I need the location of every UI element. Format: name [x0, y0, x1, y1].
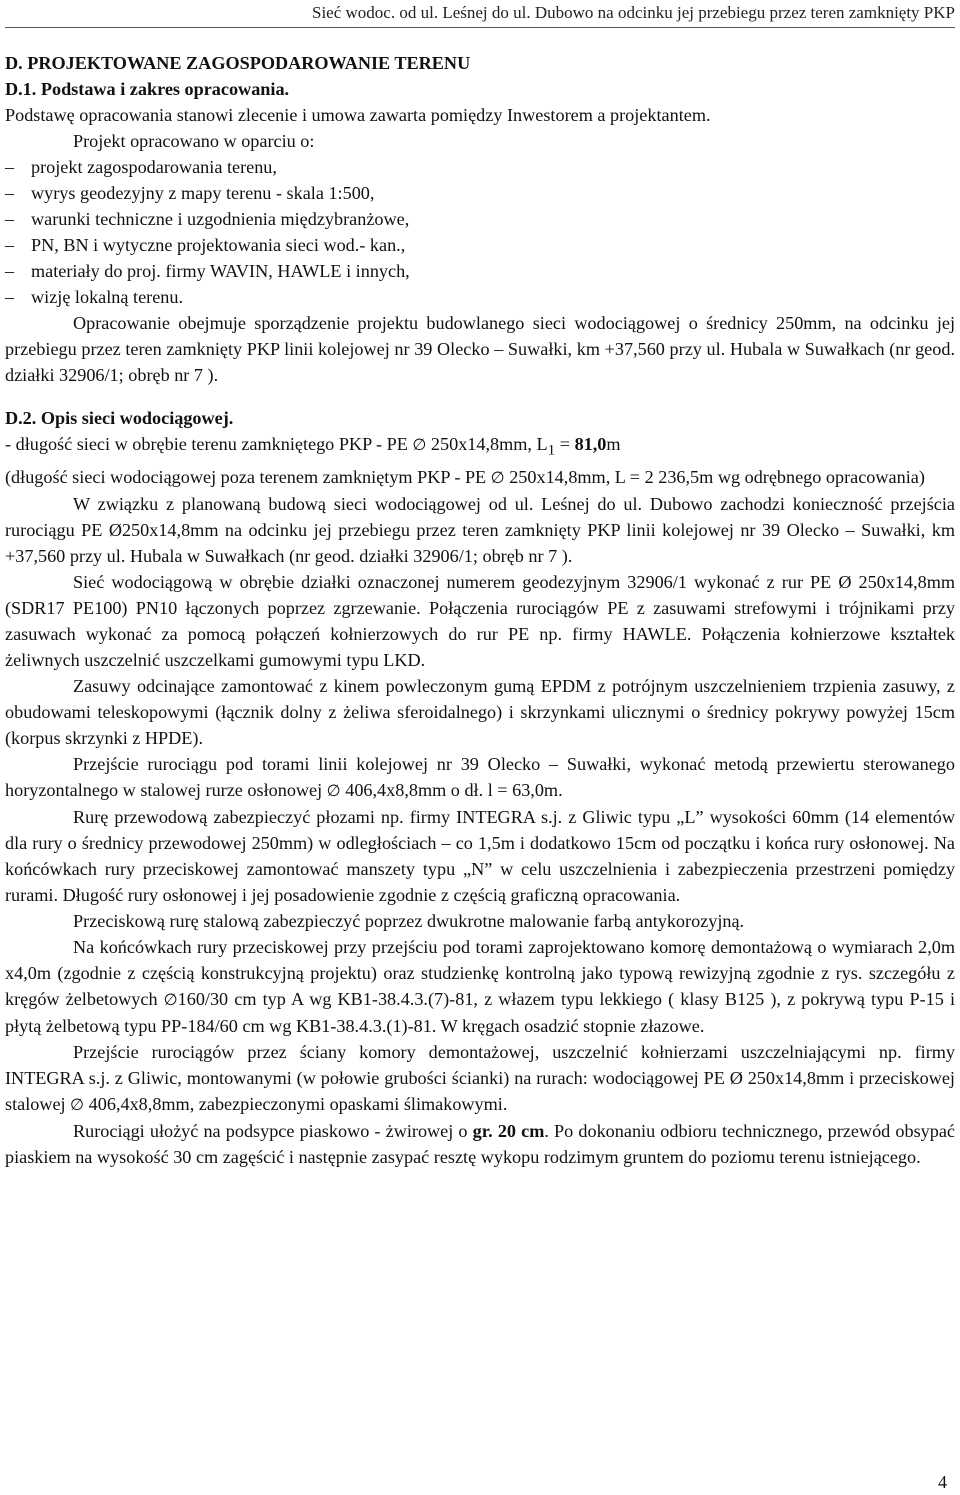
list-item: – PN, BN i wytyczne projektowania sieci wod.- kan.,	[5, 232, 955, 258]
document-page	[5, 0, 955, 1495]
outside-length-paragraph: (długość sieci wodociągowej poza terenem zamkniętym PKP - PE ∅ 250x14,8mm, L = 2 236,5m wg odrębnego opracowania)	[5, 466, 925, 487]
subsection-heading-d2: D.2. Opis sieci wodociągowej.	[5, 408, 234, 428]
paragraph: Przejście rurociągu pod torami linii kolejowej nr 39 Olecko – Suwałki, wykonać metodą przewiertu sterowanego horyzontalnego w stalowej rurze osłonowej ∅ 406,4x8,8mm o dł. l = 63,0m.	[5, 753, 955, 800]
paragraph: Rurociągi ułożyć na podsypce piaskowo - żwirowej o gr. 20 cm. Po dokonaniu odbioru technicznego, przewód obsypać piaskiem na wysokość 30 cm zagęścić i następnie zasypać resztę wykopu rodzimym gruntem do poziomu terenu istniejącego.	[5, 1120, 955, 1167]
document-body	[5, 50, 955, 1170]
paragraph: Na końcówkach rury przeciskowej przy przejściu pod torami zaprojektowano komorę demontażową o wymiarach 2,0m x4,0m (zgodnie z częścią konstrukcyjną projektu) oraz studzienkę kontrolną jako typową rewizyjną zgodnie z rys. szczegółu z kręgów żelbetowych ∅160/30 cm typ A wg KB1-38.4.3.(7)-81, z włazem typu lekkiego ( klasy B125 ), z pokrywą typu P-15 i płytą żelbetową typu PP-184/60 cm wg KB1-38.4.3.(1)-81. W kręgach osadzić stopnie złazowe.	[5, 936, 955, 1036]
based-on-paragraph: Projekt opracowano w oparciu o:	[73, 131, 315, 151]
intro-paragraph: Podstawę opracowania stanowi zlecenie i umowa zawarta pomiędzy Inwestorem a projektantem.	[5, 105, 711, 125]
paragraph: W związku z planowaną budową sieci wodociągowej od ul. Leśnej do ul. Dubowo zachodzi konieczność przejścia rurociągu PE Ø250x14,8mm na odcinku jej przebiegu przez teren zamknięty PKP linii kolejowej nr 39 Olecko – Suwałki, km +37,560 przy ul. Hubala w Suwałkach (nr geod. działki 32906/1; obręb nr 7 ).	[5, 493, 955, 566]
diameter-symbol: ∅	[163, 989, 178, 1009]
basis-list	[5, 154, 955, 310]
list-item: – warunki techniczne i uzgodnienia międzybranżowe,	[5, 206, 955, 232]
list-item: – wizję lokalną terenu.	[5, 284, 955, 310]
paragraph: Przejście rurociągów przez ściany komory demontażowej, uszczelnić kołnierzami uszczelniającymi np. firmy INTEGRA s.j. z Gliwic, montowanymi (w połowie grubości ścianki) na rurach: wodociągowej PE Ø 250x14,8mm i przeciskowej stalowej ∅ 406,4x8,8mm, zabezpieczonymi opaskami ślimakowymi.	[5, 1041, 955, 1114]
diameter-symbol: ∅	[490, 467, 505, 487]
paragraph: Sieć wodociągową w obrębie działki oznaczonej numerem geodezyjnym 32906/1 wykonać z rur PE Ø 250x14,8mm (SDR17 PE100) PN10 łączonych poprzez zgrzewanie. Połączenia rurociągów PE z zasuwami strefowymi i trójnikami przy zasuwach wykonać za pomocą połączeń kołnierzowych do rur PE np. firmy HAWLE. Połączenia kołnierzowe kształtek żeliwnych uszczelnić uszczelkami gumowymi typu LKD.	[5, 571, 955, 670]
scope-paragraph: Opracowanie obejmuje sporządzenie projektu budowlanego sieci wodociągowej o średnicy 250mm, na odcinku jej przebiegu przez teren zamknięty PKP linii kolejowej nr 39 Olecko – Suwałki, km +37,560 przy ul. Hubala w Suwałkach (nr geod. działki 32906/1; obręb nr 7 ).	[5, 313, 955, 385]
diameter-symbol: ∅	[412, 435, 427, 454]
diameter-symbol: ∅	[70, 1094, 85, 1114]
paragraph: Zasuwy odcinające zamontować z kinem powleczonym gumą EPDM z potrójnym uszczelnieniem trzpienia zasuwy, z obudowami teleskopowymi (łącznik dolny z żeliwa sferoidalnego) i skrzynkami ulicznymi o średnicy pokrywy powyżej 15cm (korpus skrzynki z HPDE).	[5, 675, 955, 748]
list-item: – wyrys geodezyjny z mapy terenu - skala 1:500,	[5, 180, 955, 206]
page-number: 4	[938, 1472, 947, 1492]
paragraph: Rurę przewodową zabezpieczyć płozami np. firmy INTEGRA s.j. z Gliwic typu „L” wysokości 60mm (14 elementów dla rury o średnicy przewodowej 250mm) w odległościach – co 1,5m i dodatkowo 15cm od początku i końca rury osłonowej. Na końcówkach rury przeciskowej zamontować manszety typu „N” w celu uszczelnienia i zabezpieczenia przestrzeni pomiędzy rurami. Długość rury osłonowej i jej posadowienie zgodnie z częścią graficzną opracowania.	[5, 806, 955, 905]
list-item: – projekt zagospodarowania terenu,	[5, 154, 955, 180]
section-heading: D. PROJEKTOWANE ZAGOSPODAROWANIE TERENU	[5, 53, 471, 73]
length-line: - długość sieci w obrębie terenu zamkniętego PKP - PE ∅ 250x14,8mm, $L_1 = 81,0m$	[5, 434, 621, 459]
subsection-heading: D.1. Podstawa i zakres opracowania.	[5, 79, 290, 99]
diameter-symbol: ∅	[326, 780, 341, 800]
running-header: Sieć wodoc. od ul. Leśnej do ul. Dubowo na odcinku jej przebiegu przez teren zamknięty PKP	[5, 3, 955, 28]
list-item: – materiały do proj. firmy WAVIN, HAWLE i innych,	[5, 258, 955, 284]
paragraph: Przeciskową rurę stalową zabezpieczyć poprzez dwukrotne malowanie farbą antykorozyjną.	[73, 910, 745, 931]
